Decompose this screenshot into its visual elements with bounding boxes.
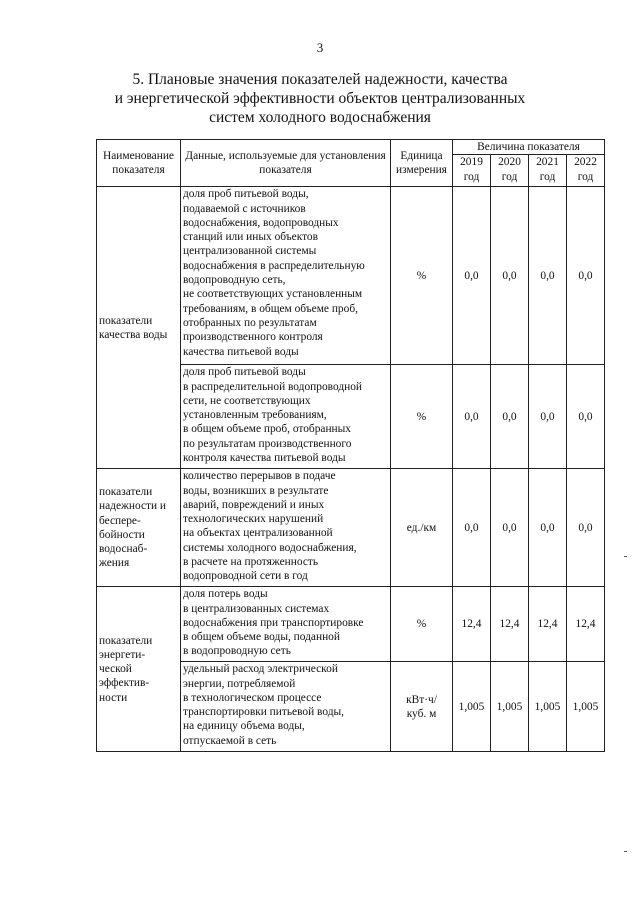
group-name-quality: показатели качества воды — [97, 187, 181, 469]
row-value-2021: 0,0 — [529, 469, 567, 587]
row-value-2019: 0,0 — [453, 365, 491, 469]
row-unit: % — [391, 187, 453, 365]
row-value-2020: 0,0 — [491, 469, 529, 587]
header-year-2019: 2019 год — [453, 155, 491, 187]
row-value-2022: 12,4 — [567, 587, 605, 662]
header-unit: Единица измерения — [391, 140, 453, 187]
header-year-2022: 2022 год — [567, 155, 605, 187]
row-value-2020: 1,005 — [491, 662, 529, 752]
row-value-2021: 0,0 — [529, 187, 567, 365]
scan-mark — [624, 556, 627, 557]
header-year-2021: 2021 год — [529, 155, 567, 187]
row-value-2020: 0,0 — [491, 365, 529, 469]
group-name-energy: показатели энергети- ческой эффектив- ности — [97, 587, 181, 752]
row-data-text: удельный расход электрической энергии, потребляемой в технологическом процессе транспортировки питьевой воды, на единицу объема воды, отпускаемой в сеть — [181, 662, 391, 752]
section-title — [60, 70, 580, 127]
group-name-reliability: показатели надежности и беспере- бойности водоснаб- жения — [97, 469, 181, 587]
row-data-text: доля проб питьевой воды, подаваемой с источников водоснабжения, водопроводных станций или иных объектов централизованной системы водоснабжения в распределительную водопроводную сеть, не соответствующих установленным требованиям, в общем объеме проб, отобранных по результатам производственного контроля качества питьевой воды — [181, 187, 391, 365]
row-value-2019: 1,005 — [453, 662, 491, 752]
row-unit: % — [391, 365, 453, 469]
table-row — [97, 469, 605, 587]
row-value-2022: 1,005 — [567, 662, 605, 752]
row-value-2019: 12,4 — [453, 587, 491, 662]
title-line-1: 5. Плановые значения показателей надежности, качества — [132, 71, 508, 88]
row-data-text: доля проб питьевой воды в распределительной водопроводной сети, не соответствующих установленным требованиям, в общем объеме проб, отобранных по результатам производственного контроля качества питьевой воды — [181, 365, 391, 469]
row-value-2019: 0,0 — [453, 469, 491, 587]
row-value-2020: 12,4 — [491, 587, 529, 662]
row-value-2022: 0,0 — [567, 365, 605, 469]
row-unit: ед./км — [391, 469, 453, 587]
row-value-2021: 12,4 — [529, 587, 567, 662]
table-row — [97, 587, 605, 662]
row-value-2021: 0,0 — [529, 365, 567, 469]
page-number: 3 — [316, 40, 324, 55]
row-value-2019: 0,0 — [453, 187, 491, 365]
title-line-3: систем холодного водоснабжения — [209, 109, 431, 126]
row-value-2020: 0,0 — [491, 187, 529, 365]
row-value-2021: 1,005 — [529, 662, 567, 752]
header-year-2020: 2020 год — [491, 155, 529, 187]
row-value-2022: 0,0 — [567, 469, 605, 587]
scan-mark — [624, 851, 627, 852]
title-line-2: и энергетической эффективности объектов централизованных — [114, 90, 526, 107]
row-unit: кВт·ч/ куб. м — [391, 662, 453, 752]
table-row — [97, 187, 605, 365]
row-unit: % — [391, 587, 453, 662]
indicators-table — [96, 139, 605, 752]
header-value-group: Величина показателя — [453, 140, 605, 155]
header-data: Данные, используемые для установления показателя — [181, 140, 391, 187]
row-data-text: количество перерывов в подаче воды, возникших в результате аварий, повреждений и иных технологических нарушений на объектах централизованной системы холодного водоснабжения, в расчете на протяженность водопроводной сети в год — [181, 469, 391, 587]
header-name: Наименование показателя — [97, 140, 181, 187]
row-data-text: доля потерь воды в централизованных системах водоснабжения при транспортировке в общем объеме воды, поданной в водопроводную сеть — [181, 587, 391, 662]
row-value-2022: 0,0 — [567, 187, 605, 365]
